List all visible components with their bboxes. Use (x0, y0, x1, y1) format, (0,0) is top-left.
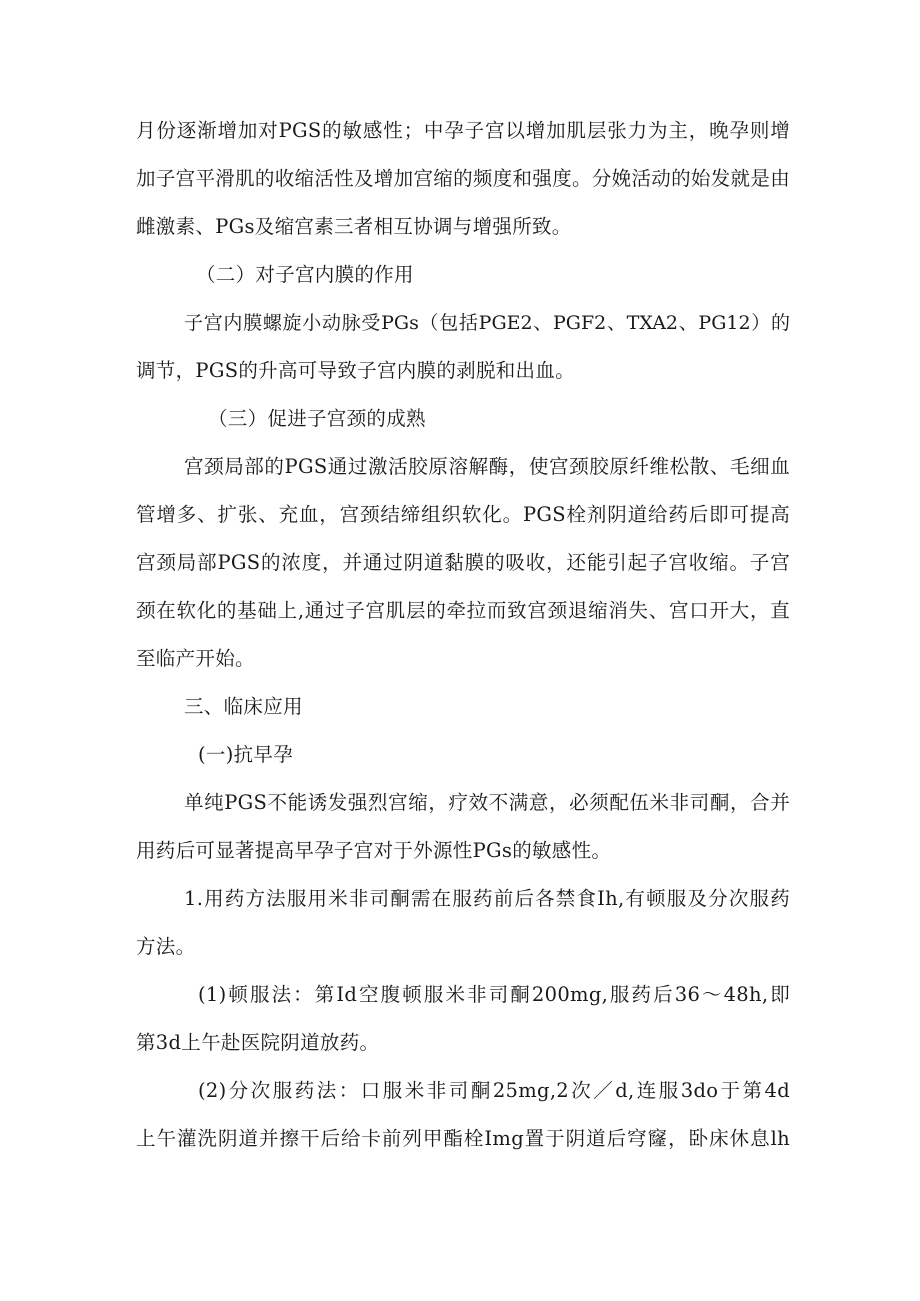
paragraph-line-6: 调节，PGS的升高可导致子宫内膜的剥脱和出血。 (136, 359, 575, 382)
paragraph-line-16: 用药后可显著提高早孕子宫对于外源性PGs的敏感性。 (136, 839, 612, 862)
section-heading-3: （三）促进子宫颈的成熟 (208, 407, 426, 430)
paragraph-line-22: 上午灌洗阴道并擦干后给卡前列甲酯栓Img置于阴道后穹窿，卧床休息lh (136, 1127, 790, 1150)
paragraph-line-11: 颈在软化的基础上,通过子宫肌层的牵拉而致宫颈退缩消失、宫口开大，直 (136, 599, 790, 622)
paragraph-line-19: (1)顿服法：第Id空腹顿服米非司酮200mg,服药后36～48h,即 (198, 983, 790, 1006)
paragraph-line-8: 宫颈局部的PGS通过激活胶原溶解酶，使宫颈胶原纤维松散、毛细血 (184, 455, 790, 478)
paragraph-line-3: 雌激素、PGs及缩宫素三者相互协调与增强所致。 (136, 215, 572, 238)
section-heading-clinical: 三、临床应用 (184, 695, 303, 718)
paragraph-line-17: 1.用药方法服用米非司酮需在服药前后各禁食Ih,有顿服及分次服药 (184, 887, 790, 910)
paragraph-line-2: 加子宫平滑肌的收缩活性及增加宫缩的频度和强度。分娩活动的始发就是由 (136, 167, 790, 190)
paragraph-line-18: 方法。 (136, 935, 196, 958)
paragraph-line-21: (2)分次服药法：口服米非司酮25mg,2次／d,连服3do于第4d (198, 1079, 790, 1102)
paragraph-line-1: 月份逐渐增加对PGS的敏感性；中孕子宫以增加肌层张力为主，晚孕则增 (136, 119, 790, 142)
paragraph-line-10: 宫颈局部PGS的浓度，并通过阴道黏膜的吸收，还能引起子宫收缩。子宫 (136, 551, 790, 574)
paragraph-line-5: 子宫内膜螺旋小动脉受PGs（包括PGE2、PGF2、TXA2、PG12）的 (184, 312, 790, 334)
subsection-heading-1: (一)抗早孕 (198, 743, 294, 766)
paragraph-line-9: 管增多、扩张、充血，宫颈结缔组织软化。PGS栓剂阴道给药后即可提高 (136, 503, 790, 526)
paragraph-line-20: 第3d上午赴医院阴道放药。 (136, 1031, 380, 1054)
section-heading-2: （二）对子宫内膜的作用 (196, 263, 414, 286)
paragraph-line-15: 单纯PGS不能诱发强烈宫缩，疗效不满意，必须配伍米非司酮，合并 (184, 791, 790, 814)
paragraph-line-12: 至临产开始。 (136, 647, 255, 670)
